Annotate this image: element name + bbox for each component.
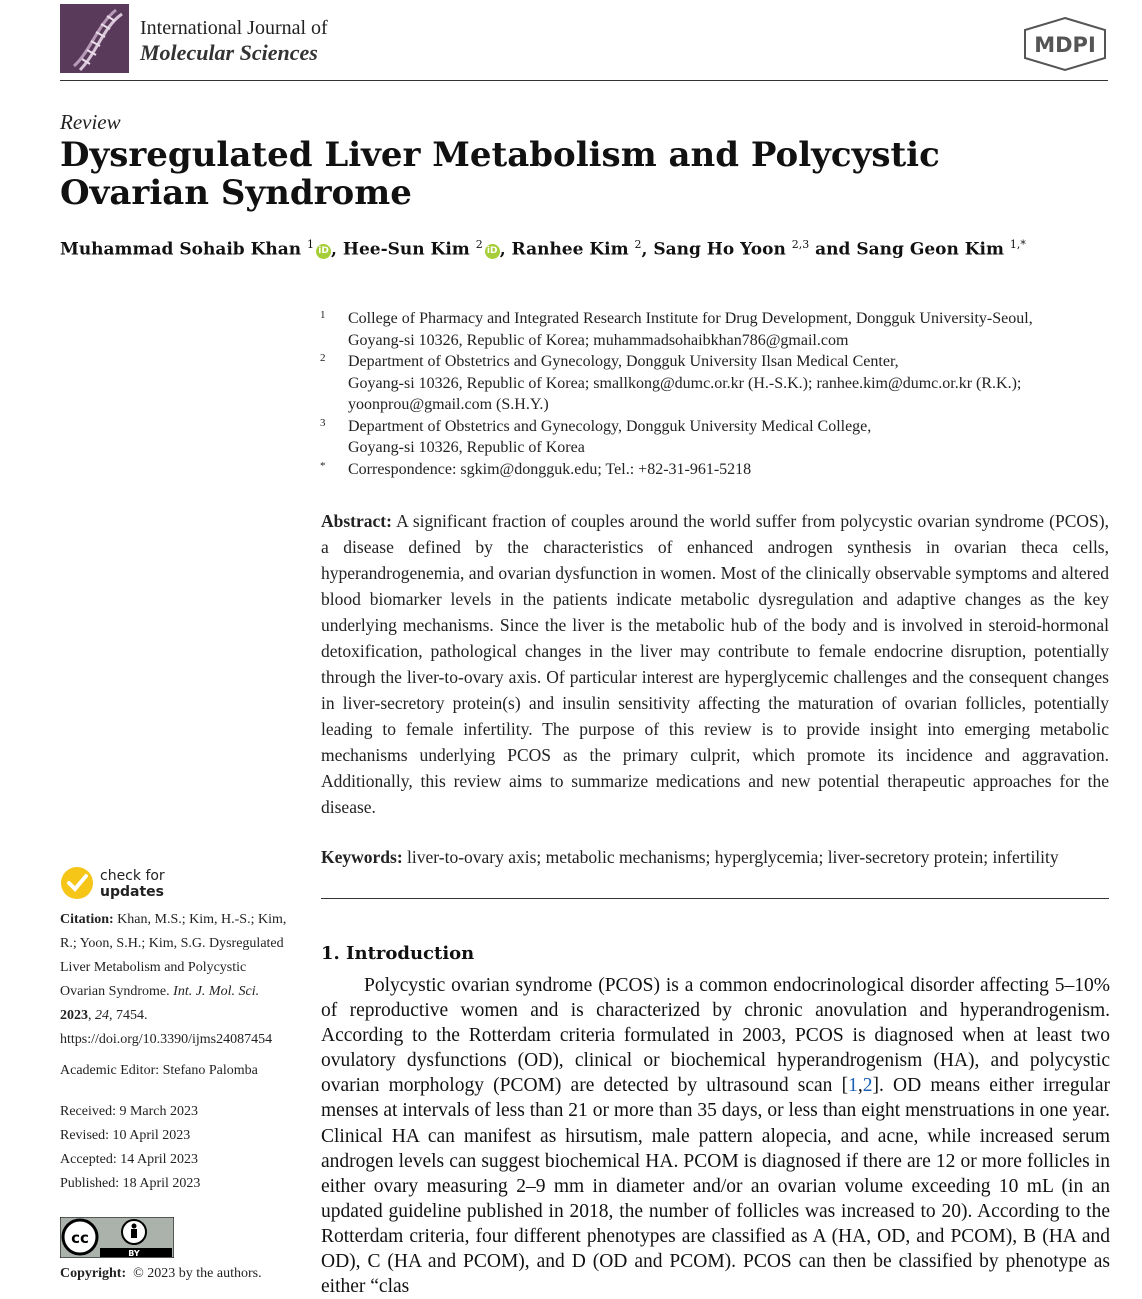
affiliation-line: Goyang-si 10326, Republic of Korea <box>348 439 585 456</box>
keywords-text: liver-to-ovary axis; metabolic mechanisms; hyperglycemia; liver-secretory protein; infertility <box>407 847 1059 867</box>
affiliation-marker: 3 <box>320 416 326 429</box>
abstract-text: A significant fraction of couples around the world suffer from polycystic ovarian syndrome (PCOS), a disease defined by the characteristics of enhanced androgen synthesis in ovarian theca cells, hyperandrogenemia, and ovarian dysfunction in women. Most of the clinically observable symptoms and altered blood biomarker levels in the patients indicate metabolic dysregulation and adaptive changes as the key underlying mechanisms. Since the liver is the metabolic hub of the body and is involved in steroid-hormonal detoxification, pathological changes in the liver may contribute to female endocrine disruption, potentially through the liver-to-ovary axis. Of particular interest are hyperglycemic challenges and the consequent changes in liver-secretory protein(s) and insulin sensitivity affecting the maturation of ovarian follicles, potentially leading to female infertility. The purpose of this review is to provide insight into emerging metabolic mechanisms underlying PCOS as the primary culprit, which promote its incidence and aggravation. Additionally, this review aims to summarize medications and new potential therapeutic approaches for the disease. <box>321 511 1109 817</box>
author-affiliation-marker: 2,3 <box>791 238 810 251</box>
intro-text-part1: Polycystic ovarian syndrome (PCOS) is a common endocrinological disorder affecting 5–10% of reproductive women and is characterized by chronic anovulation and hyperandrogenism. According to the Rotterdam criteria formulated in 2003, PCOS is diagnosed when at least two ovulatory dysfunctions (OD), clinical or biochemical hyperandrogenism (HA), and polycystic ovarian morphology (PCOM) are detected by ultrasound scan [ <box>321 975 1110 1097</box>
publisher-name: MDPI <box>1034 33 1096 57</box>
keywords <box>321 844 1109 870</box>
affiliation-line: Goyang-si 10326, Republic of Korea; smallkong@dumc.or.kr (H.-S.K.); ranhee.kim@dumc.or.kr (R.K.); <box>348 374 1022 392</box>
journal-name-line1: International Journal of <box>140 17 328 39</box>
journal-name-line2: Molecular Sciences <box>140 40 318 65</box>
cc-by-license-badge[interactable] <box>60 1217 174 1258</box>
publisher-logo <box>1022 16 1108 72</box>
date-accepted: Accepted: 14 April 2023 <box>60 1152 199 1167</box>
citation-block: Citation: Khan, M.S.; Kim, H.-S.; Kim, R.; Yoon, S.H.; Kim, S.G. Dysregulated Liver Metabolism and Polycystic Ovarian Syndrome. Int. J. Mol. Sci. 2023, 24, 7454. https://doi.org/10.3390/ijms24087454 <box>60 912 287 1047</box>
creative-commons-icon <box>60 1217 174 1258</box>
dna-helix-icon <box>60 4 129 73</box>
citation-year: 2023 <box>60 1008 88 1023</box>
affiliation-line: Goyang-si 10326, Republic of Korea; muhammadsohaibkhan786@gmail.com <box>348 331 849 349</box>
affiliations <box>320 308 1110 480</box>
affiliation-line: Department of Obstetrics and Gynecology, Dongguk University Medical College, <box>348 417 872 435</box>
article-title-line2: Ovarian Syndrome <box>60 173 412 213</box>
citation-journal: Int. J. Mol. Sci. <box>173 984 260 999</box>
author-separator: , <box>641 239 654 260</box>
mdpi-hexagon-icon <box>1022 16 1108 72</box>
author-separator: , <box>499 239 512 260</box>
author-affiliation-marker: 1,* <box>1009 238 1026 251</box>
journal-name <box>140 16 328 66</box>
article-title-line1: Dysregulated Liver Metabolism and Polycystic <box>60 135 940 175</box>
citation-authors: Khan, M.S.; Kim, H.-S.; Kim, R.; Yoon, S.H.; Kim, S.G. Dysregulated Liver Metabolism and Polycystic Ovarian Syndrome. <box>60 912 287 999</box>
citation-volume: 24 <box>95 1008 109 1023</box>
author-separator: and <box>809 239 857 260</box>
check-updates-line2: updates <box>100 884 164 900</box>
journal-logo <box>60 4 129 73</box>
abstract <box>321 508 1109 820</box>
article-title <box>60 136 960 212</box>
check-for-updates-icon <box>60 864 170 902</box>
citation-label: Citation: <box>60 912 114 927</box>
affiliation-marker: 1 <box>320 309 326 321</box>
cc-by-label: BY <box>128 1249 140 1258</box>
affiliation-item <box>320 459 1110 481</box>
affiliation-line: yoonprou@gmail.com (S.H.Y.) <box>348 396 549 413</box>
publication-dates <box>60 1100 200 1196</box>
date-published: Published: 18 April 2023 <box>60 1176 201 1191</box>
academic-editor: Academic Editor: Stefano Palomba <box>60 1063 258 1078</box>
reference-link-2[interactable]: 2 <box>862 1075 873 1097</box>
affiliation-item <box>320 416 1110 459</box>
copyright-notice <box>60 1266 296 1282</box>
copyright-text: © 2023 by the authors. <box>133 1266 262 1281</box>
date-revised: Revised: 10 April 2023 <box>60 1128 191 1143</box>
introduction-paragraph <box>321 973 1110 1299</box>
affiliation-line: Department of Obstetrics and Gynecology, Dongguk University Ilsan Medical Center, <box>348 353 899 370</box>
keywords-label: Keywords: <box>321 847 403 867</box>
date-received: Received: 9 March 2023 <box>60 1104 199 1119</box>
affiliation-item <box>320 351 1110 416</box>
author-name: Muhammad Sohaib Khan <box>60 239 302 260</box>
ref-separator: , <box>857 1075 863 1097</box>
orcid-icon[interactable]: iD <box>316 244 331 259</box>
svg-text:cc: cc <box>71 1229 89 1247</box>
affiliation-line: Correspondence: sgkim@dongguk.edu; Tel.: +82-31-961-5218 <box>348 460 752 478</box>
orcid-icon[interactable]: iD <box>485 244 500 259</box>
intro-text-part2: ]. OD means either irregular menses at intervals of less than 21 or more than 35 days, or less than eight menstruations in one year. Clinical HA can manifest as hirsutism, male pattern alopecia, and acne, while increased serum androgen levels can suggest biochemical HA. PCOM is diagnosed if there are 12 or more follicles in either ovary measuring 2–9 mm in diameter and/or an ovarian volume exceeding 10 mL (in an updated guideline published in 2018, the number of follicles was increased to 20). According to the Rotterdam criteria, four different phenotypes are classified as A (HA, OD, and PCOM), B (HA and OD), C (HA and PCOM), and D (OD and PCOM). PCOS can then be classified by phenotype as either “clas <box>321 1075 1110 1298</box>
section-divider <box>321 898 1109 899</box>
check-updates-line1: check for <box>100 868 165 884</box>
affiliation-item <box>320 308 1110 351</box>
header-divider <box>60 80 1108 81</box>
author-name: Hee-Sun Kim <box>342 239 470 260</box>
reference-link-1[interactable]: 1 <box>848 1075 858 1097</box>
author-separator: , <box>331 239 343 260</box>
author-affiliation-marker: 1 <box>307 238 315 251</box>
author-affiliation-marker: 2 <box>475 238 483 251</box>
affiliation-marker: * <box>320 459 326 472</box>
affiliation-line: College of Pharmacy and Integrated Research Institute for Drug Development, Dongguk University-Seoul, <box>348 310 1033 327</box>
author-name: Sang Geon Kim <box>856 239 1004 260</box>
section-heading: 1. Introduction <box>321 943 475 964</box>
citation-doi[interactable]: , 7454. https://doi.org/10.3390/ijms24087454 <box>60 1008 273 1047</box>
abstract-label: Abstract: <box>321 511 392 531</box>
author-name: Ranhee Kim <box>511 239 629 260</box>
author-list <box>60 238 1110 260</box>
copyright-label: Copyright: <box>60 1266 127 1281</box>
article-type: Review <box>60 110 121 134</box>
affiliation-marker: 2 <box>320 352 326 364</box>
author-affiliation-marker: 2 <box>634 238 642 251</box>
check-for-updates-badge[interactable] <box>60 864 170 902</box>
author-name: Sang Ho Yoon <box>653 239 786 260</box>
